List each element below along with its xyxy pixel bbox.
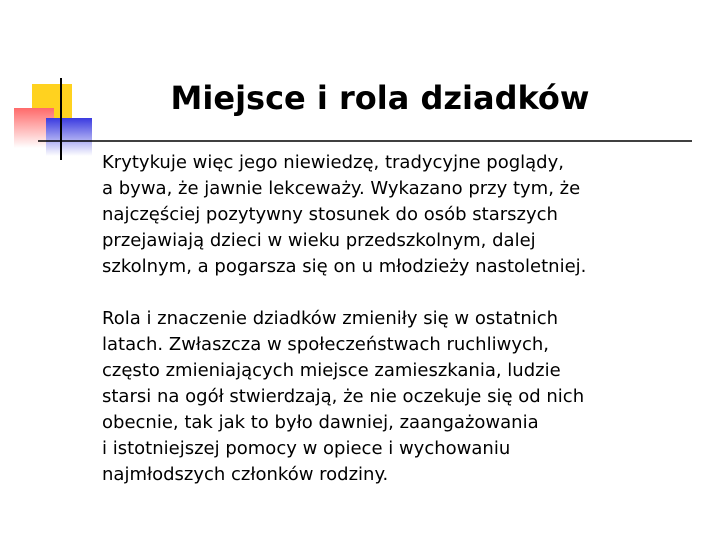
text-line: szkolnym, a pogarsza się on u młodzieży nastoletniej. [102,256,587,277]
slide-title: Miejsce i rola dziadków [170,79,590,117]
paragraph-1 [102,150,702,280]
text-line: latach. Zwłaszcza w społeczeństwach ruchliwych, [102,334,549,355]
text-line: przejawiają dzieci w wieku przedszkolnym, dalej [102,230,536,251]
text-line: obecnie, tak jak to było dawniej, zaangażowania [102,412,539,433]
text-line: Krytykuje więc jego niewiedzę, tradycyjne poglądy, [102,152,564,173]
text-line: starsi na ogół stwierdzają, że nie oczekuje się od nich [102,386,585,407]
text-line: i istotniejszej pomocy w opiece i wychowaniu [102,438,511,459]
paragraph-2 [102,306,702,488]
text-line: często zmieniających miejsce zamieszkania, ludzie [102,360,561,381]
text-line: a bywa, że jawnie lekceważy. Wykazano przy tym, że [102,178,581,199]
blue-square [46,118,92,156]
text-line: najczęściej pozytywny stosunek do osób starszych [102,204,558,225]
text-line: Rola i znaczenie dziadków zmieniły się w ostatnich [102,308,559,329]
text-line: najmłodszych członków rodziny. [102,464,389,485]
slide-body [102,150,702,488]
